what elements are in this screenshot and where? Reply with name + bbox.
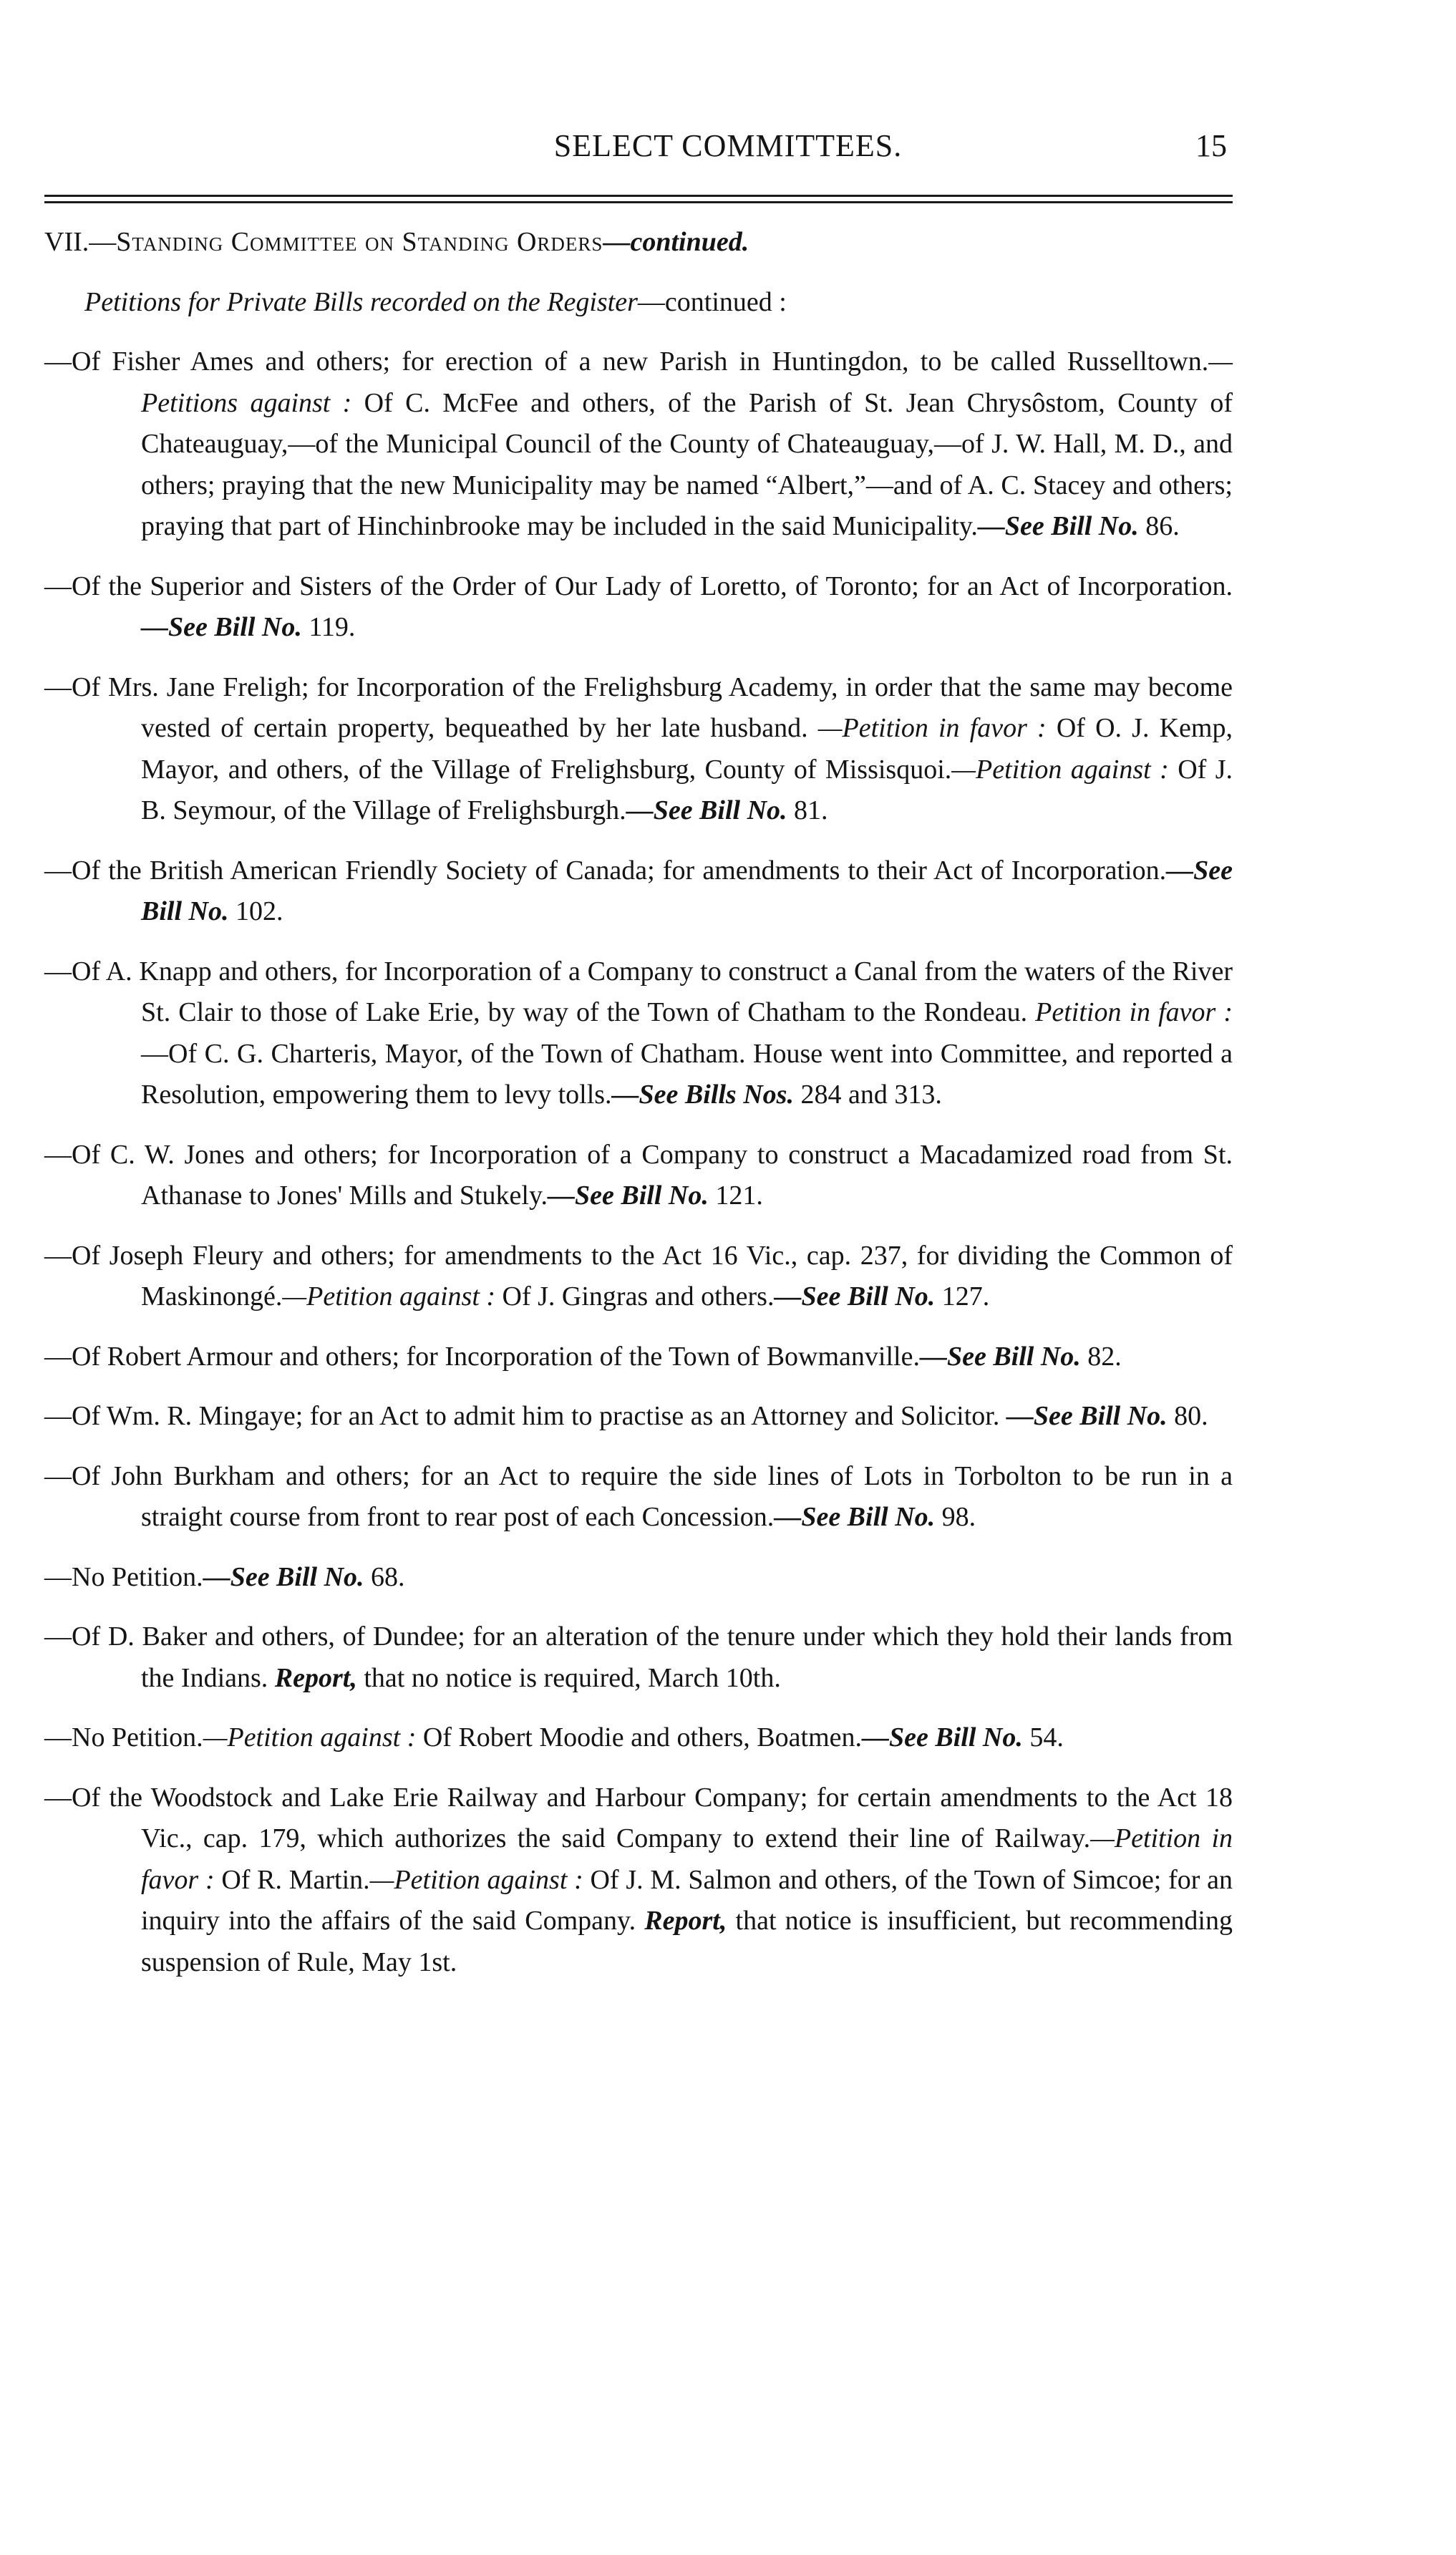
list-item (44, 1557, 1233, 1599)
list-item (44, 667, 1233, 832)
entry-text: 127. (935, 1281, 990, 1312)
entry-text: Of R. Martin. (214, 1864, 370, 1895)
entry-emphasis: Report, (644, 1906, 727, 1936)
entry-emphasis: —Petition against : (951, 754, 1169, 785)
entry-text: Of C. McFee and others, of the Parish of St. Jean Chrysôstom, County of Chateauguay,—of the Municipal Council of the County of Chateauguay,—of J. W. Hall, M. D., and others; praying that the new Municipality may be named “Albert,”—and of A. C. Stacey and others; praying that part of Hinchinbrooke may be included in the said Municipality. (141, 387, 1233, 541)
entry-text: that notice is insufficient, but recommending suspension of Rule, May 1st. (141, 1906, 1233, 1977)
list-item (44, 1135, 1233, 1217)
list-item (44, 1717, 1233, 1759)
entry-list (44, 341, 1233, 1983)
entry-emphasis: —See Bill No. (141, 612, 302, 642)
entry-emphasis: —Petitions against : (141, 346, 1233, 418)
entry-text: that no notice is required, March 10th. (356, 1662, 781, 1693)
list-item (44, 850, 1233, 933)
entry-emphasis: —Petition in favor : (141, 1823, 1233, 1895)
entry-emphasis: —See Bill No. (862, 1722, 1023, 1752)
entry-emphasis: —Petition against : (369, 1864, 583, 1895)
entry-text: —Of Mrs. Jane Freligh; for Incorporation of the Frelighsburg Academy, in order that the same may become vested of certain property, bequeathed by her late husband. (44, 672, 1233, 743)
entry-emphasis: —See Bills Nos. (611, 1080, 794, 1110)
list-item (44, 1778, 1233, 1984)
list-item (44, 1456, 1233, 1538)
entry-text: 68. (364, 1561, 405, 1592)
entry-text: —No Petition. (44, 1561, 203, 1592)
entry-emphasis: —See Bill No. (1006, 1401, 1168, 1431)
entry-emphasis: —See Bill No. (774, 1281, 936, 1312)
list-item (44, 951, 1233, 1116)
subheading-italic: Petitions for Private Bills recorded on the Register (84, 286, 638, 317)
list-item (44, 1236, 1233, 1318)
entry-text: Of J. B. Seymour, of the Village of Frelighsburgh. (141, 754, 1233, 825)
entry-text: 86. (1138, 511, 1180, 541)
entry-text: Of J. M. Salmon and others, of the Town of Simcoe; for an inquiry into the affairs of the said Company. (141, 1864, 1233, 1936)
entry-emphasis: —See Bill No. (626, 795, 787, 825)
entry-emphasis: —Petition in favor : (807, 713, 1047, 743)
entry-text: —Of Robert Armour and others; for Incorporation of the Town of Bowmanville. (44, 1341, 920, 1372)
list-item (44, 1396, 1233, 1438)
entry-emphasis: —See Bill No. (977, 511, 1139, 541)
entry-text: 80. (1167, 1401, 1208, 1431)
entry-emphasis: —See Bill No. (774, 1502, 936, 1532)
page-number: 15 (1195, 128, 1227, 163)
section-heading (44, 222, 1233, 263)
entry-text: 284 and 313. (793, 1080, 942, 1110)
running-head (0, 127, 1456, 170)
entry-text: —Of C. G. Charteris, Mayor, of the Town of Chatham. House went into Committee, and reported a Resolution, empowering them to levy tolls. (141, 1038, 1233, 1110)
entry-text: 82. (1080, 1341, 1122, 1372)
list-item (44, 1337, 1233, 1378)
entry-text: Of Robert Moodie and others, Boatmen. (416, 1722, 863, 1752)
entry-emphasis: Petition in favor : (1035, 997, 1233, 1027)
entry-emphasis: —See Bill No. (203, 1561, 364, 1592)
list-item (44, 1616, 1233, 1699)
entry-text: —Of the Superior and Sisters of the Order of Our Lady of Loretto, of Toronto; for an Act of Incorporation. (44, 571, 1233, 601)
section-roman: VII.— (44, 227, 117, 257)
list-item (44, 566, 1233, 649)
entry-text: —No Petition. (44, 1722, 203, 1752)
entry-text: —Of A. Knapp and others, for Incorporation of a Company to construct a Canal from the waters of the River St. Clair to those of Lake Erie, by way of the Town of Chatham to the Rondeau. (44, 956, 1233, 1027)
entry-text: —Of Wm. R. Mingaye; for an Act to admit him to practise as an Attorney and Solicitor. (44, 1401, 1006, 1431)
page-title: SELECT COMMITTEES. (553, 128, 903, 163)
entry-text: 81. (787, 795, 828, 825)
entry-text: —Of Joseph Fleury and others; for amendments to the Act 16 Vic., cap. 237, for dividing the Common of Maskinongé. (44, 1240, 1233, 1312)
list-item (44, 341, 1233, 548)
subheading (84, 282, 1233, 324)
entry-text: —Of D. Baker and others, of Dundee; for an alteration of the tenure under which they hold their lands from the Indians. (44, 1621, 1233, 1693)
entry-text: —Of C. W. Jones and others; for Incorporation of a Company to construct a Macadamized road from St. Athanase to Jones' Mills and Stukely. (44, 1139, 1233, 1211)
entry-emphasis: —Petition against : (203, 1722, 417, 1752)
entry-text: —Of the Woodstock and Lake Erie Railway and Harbour Company; for certain amendments to the Act 18 Vic., cap. 179, which authorizes the said Company to extend their line of Railway. (44, 1782, 1233, 1853)
header-rule-bottom (44, 201, 1233, 203)
entry-text: Of O. J. Kemp, Mayor, and others, of the Village of Frelighsburg, County of Missisquoi. (141, 713, 1233, 785)
entry-text: 102. (228, 896, 283, 926)
entry-text: —Of Fisher Ames and others; for erection of a new Parish in Huntingdon, to be called Russelltown. (44, 346, 1209, 377)
entry-emphasis: —See Bill No. (141, 855, 1233, 926)
entry-text: Of J. Gingras and others. (495, 1281, 775, 1312)
entry-text: 98. (935, 1502, 976, 1532)
entry-text: 119. (301, 612, 356, 642)
header-rule-top (44, 195, 1233, 197)
entry-emphasis: —Petition against : (282, 1281, 496, 1312)
entry-text: 54. (1022, 1722, 1064, 1752)
main-content (44, 222, 1233, 2002)
entry-emphasis: Report, (274, 1662, 357, 1693)
entry-text: —Of the British American Friendly Society of Canada; for amendments to their Act of Incorporation. (44, 855, 1167, 886)
entry-emphasis: —See Bill No. (548, 1180, 709, 1211)
section-continued: —continued. (603, 227, 749, 257)
section-title: Standing Committee on Standing Orders (116, 227, 603, 257)
entry-emphasis: —See Bill No. (919, 1341, 1081, 1372)
entry-text: 121. (708, 1180, 763, 1211)
subheading-continued: —continued : (637, 286, 787, 317)
entry-text: —Of John Burkham and others; for an Act to require the side lines of Lots in Torbolton to be run in a straight course from front to rear post of each Concession. (44, 1460, 1233, 1532)
